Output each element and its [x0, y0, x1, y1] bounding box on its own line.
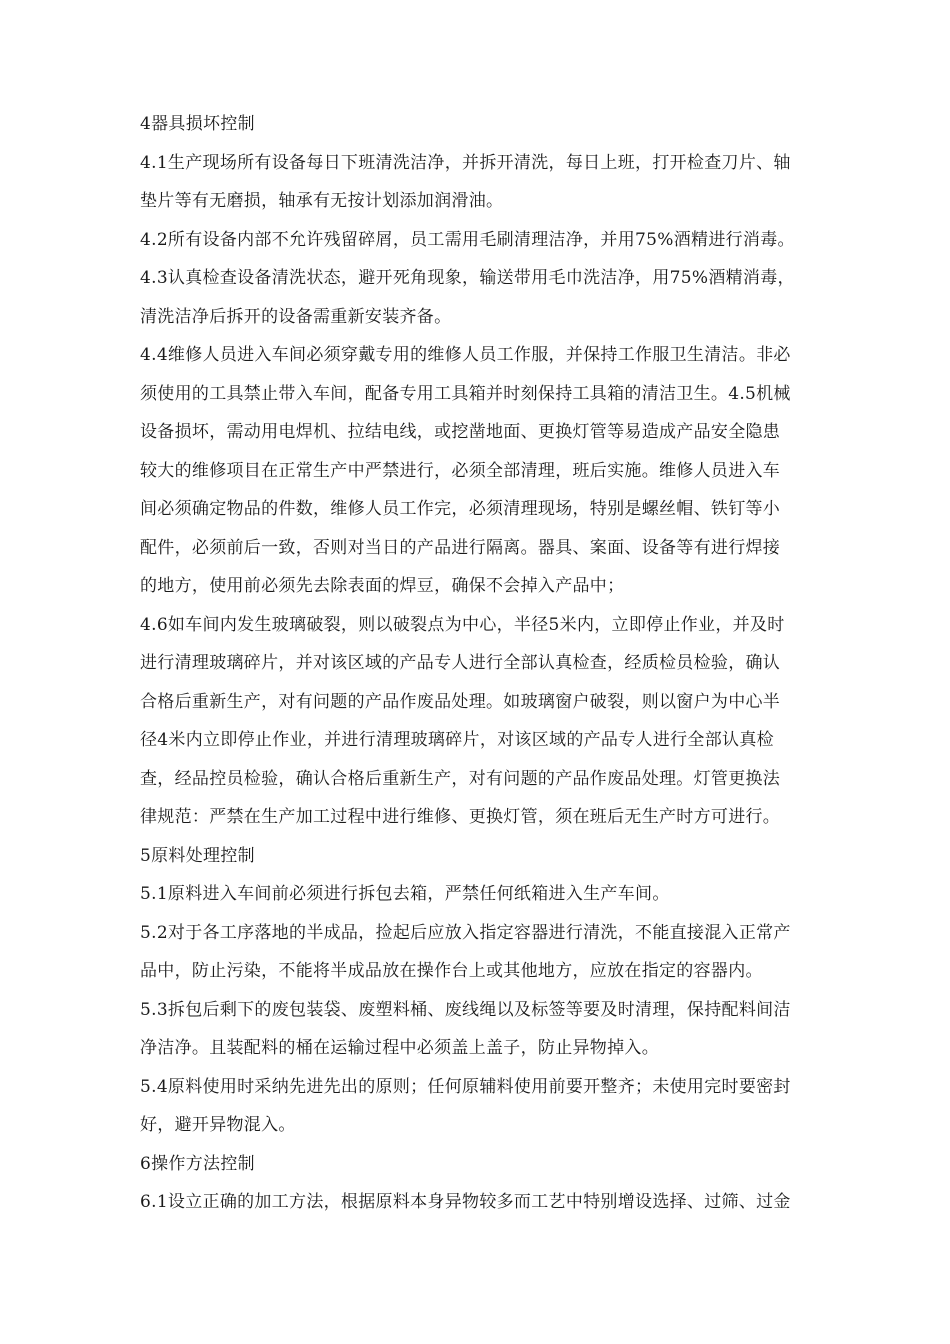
text-line: 净洁净。且装配料的桶在运输过程中必须盖上盖子，防止异物掉入。	[140, 1038, 659, 1058]
text-line: 4.2所有设备内部不允许残留碎屑，员工需用毛刷清理洁净，并用75%酒精进行消毒。	[140, 229, 795, 250]
text-line: 较大的维修项目在正常生产中严禁进行，必须全部清理，班后实施。维修人员进入车	[140, 460, 781, 481]
text-line: 垫片等有无磨损，轴承有无按计划添加润滑油。	[140, 191, 504, 211]
text-line: 配件，必须前后一致，否则对当日的产品进行隔离。器具、案面、设备等有进行焊接	[140, 537, 781, 558]
text-line: 5.4原料使用时采纳先进先出的原则；任何原辅料使用前要开整齐；未使用完时要密封	[140, 1076, 791, 1097]
text-line: 设备损坏，需动用电焊机、拉结电线，或挖凿地面、更换灯管等易造成产品安全隐患	[140, 422, 781, 442]
text-line: 清洗洁净后拆开的设备需重新安装齐备。	[140, 306, 452, 327]
text-line: 进行清理玻璃碎片，并对该区域的产品专人进行全部认真检查，经质检员检验，确认	[140, 653, 781, 673]
text-line: 径4米内立即停止作业，并进行清理玻璃碎片，对该区域的产品专人进行全部认真检	[140, 730, 774, 750]
text-line: 5.1原料进入车间前必须进行拆包去箱，严禁任何纸箱进入生产车间。	[140, 884, 670, 904]
text-line: 4.4维修人员进入车间必须穿戴专用的维修人员工作服，并保持工作服卫生清洁。非必	[140, 345, 791, 365]
section-heading: 4器具损坏控制	[140, 114, 255, 134]
text-line: 5.3拆包后剩下的废包装袋、废塑料桶、废线绳以及标签等要及时清理，保持配料间洁	[140, 999, 791, 1020]
text-line: 6.1设立正确的加工方法，根据原料本身异物较多而工艺中特别增设选择、过筛、过金	[140, 1192, 791, 1212]
text-line: 4.3认真检查设备清洗状态，避开死角现象，输送带用毛巾洗洁净，用75%酒精消毒，	[140, 268, 795, 288]
text-line: 的地方，使用前必须先去除表面的焊豆，确保不会掉入产品中；	[140, 576, 625, 596]
section-heading: 5原料处理控制	[140, 845, 255, 866]
text-line: 4.6如车间内发生玻璃破裂，则以破裂点为中心，半径5米内，立即停止作业，并及时	[140, 614, 785, 635]
section-heading: 6操作方法控制	[140, 1153, 255, 1174]
text-line: 5.2对于各工序落地的半成品，捡起后应放入指定容器进行清洗，不能直接混入正常产	[140, 922, 791, 943]
text-line: 合格后重新生产，对有问题的产品作废品处理。如玻璃窗户破裂，则以窗户为中心半	[140, 691, 781, 712]
text-line: 律规范：严禁在生产加工过程中进行维修、更换灯管，须在班后无生产时方可进行。	[140, 807, 781, 827]
text-line: 须使用的工具禁止带入车间，配备专用工具箱并时刻保持工具箱的清洁卫生。4.5机械	[140, 383, 791, 404]
text-line: 间必须确定物品的件数，维修人员工作完，必须清理现场，特别是螺丝帽、铁钉等小	[140, 499, 781, 519]
text-line: 查，经品控员检验，确认合格后重新生产，对有问题的产品作废品处理。灯管更换法	[140, 768, 781, 789]
text-line: 品中，防止污染，不能将半成品放在操作台上或其他地方，应放在指定的容器内。	[140, 961, 763, 981]
text-line: 4.1生产现场所有设备每日下班清洗洁净，并拆开清洗，每日上班，打开检查刀片、轴	[140, 152, 791, 173]
text-line: 好，避开异物混入。	[140, 1115, 296, 1135]
document-body	[140, 105, 828, 1222]
